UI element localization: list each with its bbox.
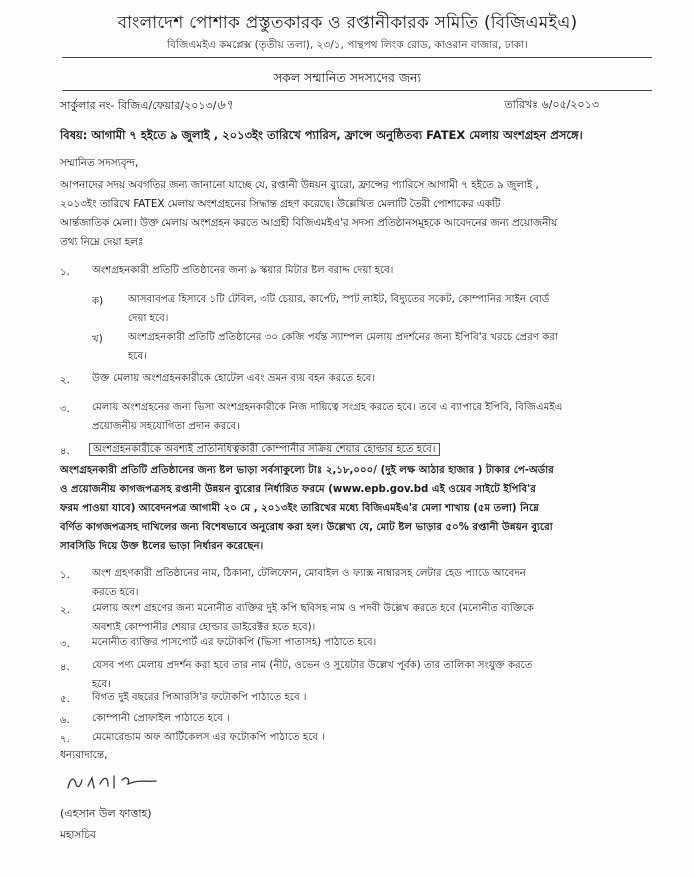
document-line: যেসব পণ্য মেলায় প্রদর্শন করা হবে তার নাম (নীট, ওভেন ও সুয়েটার উল্লেখ পূর্বক) তার তালিকা সংযুক্ত করতে	[92, 660, 533, 671]
document-item	[92, 633, 647, 652]
closing-line: ধন্যবাদান্তে,	[60, 749, 108, 761]
sub-item-line: আসবাবপত্র হিসাবে ১টি টেবিল, ৩টি চেয়ার, কার্পেট, স্পট লাইট, বিদ্যুতের সকেট, কোম্পানির সাইন বোর্ড	[128, 294, 550, 305]
subject-text: আগামী ৭ হইতে ৯ জুলাই , ২০১৩ইং তারিখে প্যারিস, ফ্রান্সে অনুষ্ঠিতব্য FATEX মেলায় অংশগ্রহন প্রসঙ্গে।	[91, 128, 583, 142]
document-item	[92, 599, 647, 637]
document-line: কোম্পানী প্রোফাইল পাঠাতে হবে ।	[92, 713, 230, 724]
condition-line: মেলায় অংশগ্রহনের জন্য ভিসা অংশগ্রহনকারীকে নিজ দায়িত্বে সংগ্রহ করতে হবে। তবে এ ব্যাপারে ইপিবি, বিজিএমইএ	[92, 402, 563, 413]
condition-item-boxed	[89, 440, 649, 459]
sub-item-line: দেয়া হবে।	[128, 313, 169, 324]
sub-item-line: অংশগ্রহনকারী প্রতিটি প্রতিষ্ঠানের ৩০ কেজি পর্যন্ত স্যাম্পল মেলায় প্রদর্শনের জন্য ইপিবি'র খরচে প্রেরণ করা	[128, 332, 558, 343]
document-line: হবে।	[92, 679, 111, 690]
condition-number: ৪.	[60, 446, 70, 457]
subject-label: বিষয়:	[60, 128, 88, 142]
sub-item-marker: ক)	[92, 296, 104, 307]
document-item	[92, 728, 647, 747]
document-number: ৩.	[60, 639, 70, 650]
sub-item-marker: খ)	[92, 334, 103, 345]
fee-line: ও প্রয়োজনীয় কাগজপত্রসহ রপ্তানী উন্নয়ন ব্যুরোর নির্ধারিত ফরমে (www.epb.gov.bd এই ওয়েব সাইটে ইপিবি'র	[60, 484, 536, 495]
sub-item	[128, 290, 648, 328]
document-number: ৭.	[60, 734, 70, 745]
circular-date: তারিখঃ ৬/০৫/২০১৩	[504, 98, 599, 111]
condition-number: ১.	[60, 267, 70, 278]
signer-name: (এহসান উল ফাত্তাহ)	[60, 807, 152, 820]
intro-paragraph	[60, 176, 645, 252]
document-number: ২.	[60, 605, 70, 616]
audience-divider	[62, 90, 652, 91]
fee-line: সাবসিডি দিয়ে উক্ত ষ্টলের ভাড়া নির্ধারন করেছেন।	[60, 541, 264, 552]
document-line: বিগত দুই বছরের পিআরসি'র ফটোকপি পাঠাতে হবে ।	[92, 692, 307, 703]
document-number: ১.	[60, 570, 70, 581]
document-line: মেমোরেন্ডাম অফ আর্টিকেলস এর ফটোকপি পাঠাতে হবে ।	[92, 732, 325, 743]
fee-line: বর্ণিত কাগজপত্রসহ দাখিলের জন্য বিশেষভাবে অনুরোধ করা হল। উল্লেখ্য যে, মোট ষ্টল ভাড়ার ৫০% রপ্তানী উন্নয়ন ব্যুরো	[60, 522, 553, 533]
signer-title: মহাসচিব	[60, 829, 96, 841]
document-number: ৫.	[60, 694, 70, 705]
condition-line: প্রয়োজনীয় সহযোগিতা প্রদান করবে।	[92, 421, 240, 432]
organization-address: বিজিএমইএ কমপ্লেক্স (তৃতীয় তলা), ২৩/১, পান্থপথ লিংক রোড, কাওরান বাজার, ঢাকা।	[167, 39, 528, 51]
document-line: অবশ্যই কোম্পানীর শেয়ার হোল্ডার ডাইরেক্টর হতে হবে)।	[92, 622, 316, 633]
fee-paragraph	[60, 461, 650, 556]
circular-number-label: সার্কুলার নং- বিজিএ/ফেয়ার/২০১৩/	[60, 99, 217, 112]
sub-item	[128, 328, 648, 366]
subject-line	[60, 127, 660, 146]
fee-line: অংশগ্রহনকারী প্রতিটি প্রতিষ্ঠানের জন্য ষ্টল ভাড়া সর্বসাকুল্যে টাঃ ২,১৮,০০০/ (দুই লক্ষ আঠার হাজার ) টাকার পে-অর্ডার	[60, 465, 554, 476]
document-item	[92, 709, 647, 728]
condition-item: অংশগ্রহনকারী প্রতিটি প্রতিষ্ঠানের জন্য ৯ স্কয়ার মিটার ষ্টল বরাদ্দ দেয়া হবে।	[92, 265, 394, 276]
document-line: করতে হবে।	[92, 587, 139, 598]
intro-line: আপনাদের সদয় অবগতির জন্য জানানো যাচ্ছে যে, রপ্তানী উন্নয়ন ব্যুরো, ফ্রান্সের প্যারিসে আগামী ৭ হইতে ৯ জুলাই ,	[60, 179, 539, 191]
condition-item: উক্ত মেলায় অংশগ্রহনকারীকে হোটেল এবং ভ্রমন ব্যয় বহন করতে হবে।	[92, 373, 376, 384]
intro-line: ২০১৩ইং তারিখে FATEX মেলায় অংশগ্রহনের সিদ্ধান্ত গ্রহণ করেছে। উল্লেখিত মেলাটি তৈরী পোশাকের একটি	[60, 198, 501, 210]
document-item	[92, 688, 647, 707]
highlighted-requirement: অংশগ্রহনকারীকে অবশ্যই প্রতিনিধিত্বকারী কোম্পানীর সক্রিয় শেয়ার হোল্ডার হতে হবে।	[89, 443, 440, 456]
document-number: ৪.	[60, 662, 70, 673]
condition-item	[92, 398, 647, 436]
document-number: ৬.	[60, 715, 70, 726]
document-line: মেলায় অংশ গ্রহণের জন্য মনোনীত ব্যক্তির দুই কপি ছবিসহ নাম ও পদবী উল্লেখ করতে হবে (মনোনীত ব্যক্তিকে	[92, 603, 534, 614]
audience-line: সকল সম্মানিত সদস্যদের জন্য	[273, 70, 422, 85]
document-line: মনোনীত ব্যক্তির পাসপোর্ট এর ফটোকপি (ভিসা পাতাসহ) পাঠাতে হবে।	[92, 637, 377, 648]
circular-number	[60, 96, 233, 117]
sub-item-line: হবে।	[128, 351, 147, 362]
header-divider	[62, 57, 652, 58]
salutation: সম্মানিত সদস্যবৃন্দ,	[60, 157, 139, 169]
document-line: অংশ গ্রহণকারী প্রতিষ্ঠানের নাম, ঠিকানা, টেলিফোন, মোবাইল ও ফ্যাক্স নাম্বারসহ লেটার হেড প্যাডে আবেদন	[92, 568, 526, 579]
fee-line: ফরম পাওয়া যাবে) আবেদনপত্র আগামী ২০ মে , ২০১৩ইং তারিখের মধ্যে বিজিএমইএ'র মেলা শাখায় (৫ম তলা) নিম্নে	[60, 503, 539, 514]
intro-line: তথ্য নিম্নে দেয়া হলঃ	[60, 236, 144, 248]
organization-name: বাংলাদেশ পোশাক প্রস্তুতকারক ও রপ্তানীকারক সমিতি (বিজিএমইএ)	[117, 13, 578, 33]
document-item	[92, 564, 647, 602]
handwritten-signature	[64, 770, 204, 792]
circular-number-handwritten: ৬৭	[216, 98, 234, 113]
intro-line: আর্ন্তজাতিক মেলা। উক্ত মেলায় অংশগ্রহন করতে আগ্রহী বিজিএমইএ'র সদস্য প্রতিষ্ঠানসমূহকে আবেদনের জন্য প্রয়োজনীয়	[60, 217, 558, 229]
condition-number: ৩.	[60, 404, 70, 415]
condition-number: ২.	[60, 375, 70, 386]
